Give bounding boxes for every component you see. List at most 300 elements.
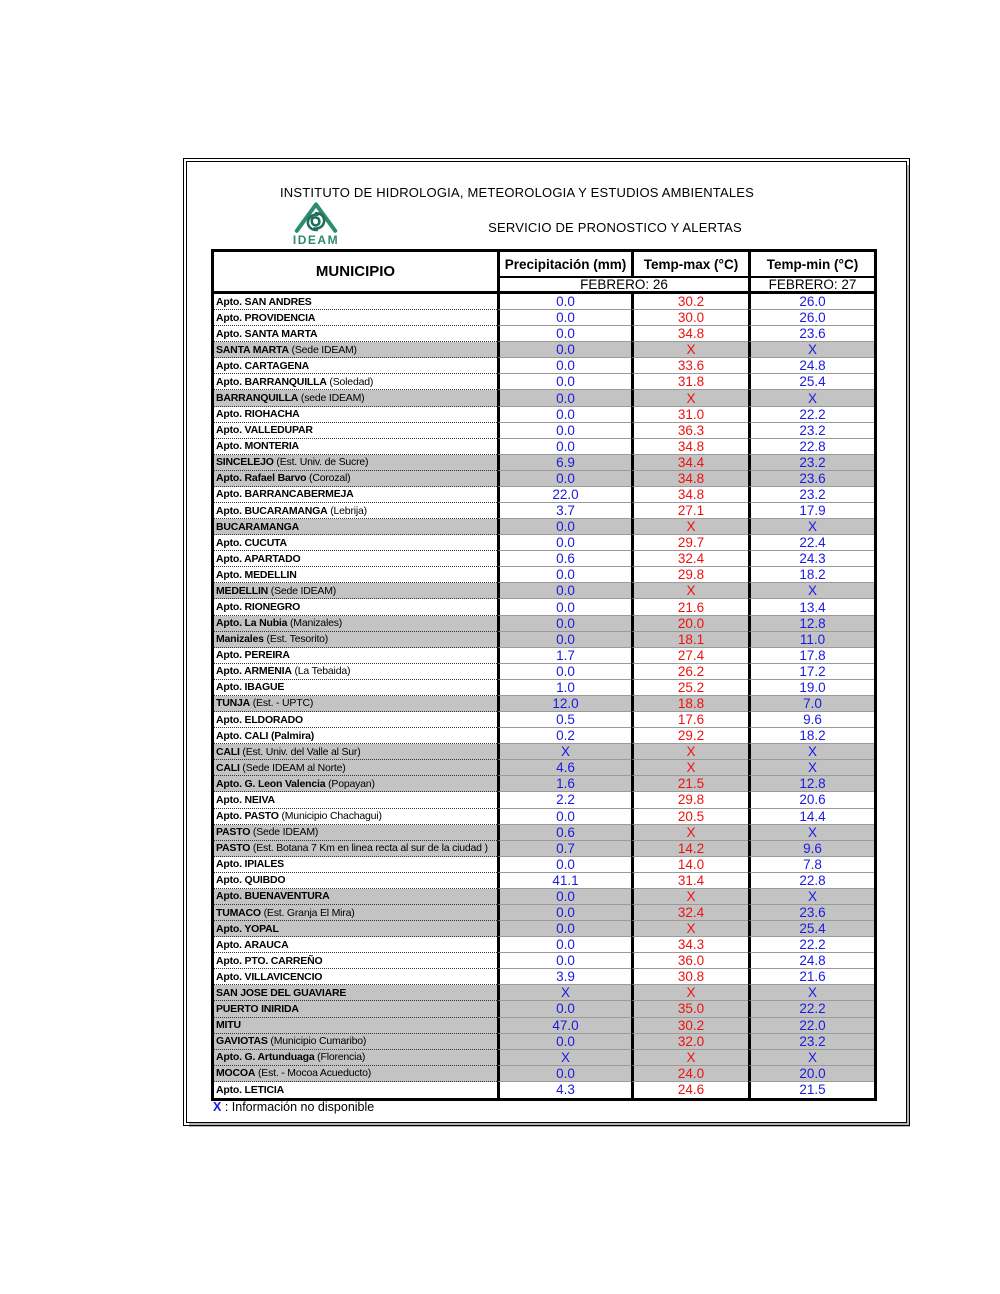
municipio-name: Apto. APARTADO <box>216 552 301 565</box>
table-row <box>214 632 874 648</box>
municipio-cell <box>214 857 497 873</box>
table-row <box>214 583 874 599</box>
temp-min-value: 11.0 <box>748 632 874 648</box>
precipitacion-value: 0.0 <box>497 1066 631 1082</box>
municipio-cell <box>214 985 497 1001</box>
municipio-cell <box>214 776 497 792</box>
date-header-febrero-26: FEBRERO: 26 <box>497 278 748 294</box>
temp-max-value: X <box>631 519 748 535</box>
precipitacion-value: 0.0 <box>497 1001 631 1017</box>
temp-max-value: 26.2 <box>631 664 748 680</box>
municipio-name: Apto. IPIALES <box>216 858 284 871</box>
temp-min-value: 24.8 <box>748 358 874 374</box>
precipitacion-value: X <box>497 1050 631 1066</box>
precipitacion-value: 0.0 <box>497 535 631 551</box>
municipio-name: Apto. CUCUTA <box>216 536 287 549</box>
precipitacion-value: 0.0 <box>497 294 631 310</box>
table-row <box>214 503 874 519</box>
table-row <box>214 342 874 358</box>
municipio-cell <box>214 374 497 390</box>
table-row <box>214 792 874 808</box>
municipio-note: (Est. - Mocoa Acueducto) <box>255 1067 372 1080</box>
municipio-name: Apto. PASTO <box>216 810 279 823</box>
municipio-cell <box>214 471 497 487</box>
municipio-note: (Est. - UPTC) <box>250 697 314 710</box>
temp-min-value: 19.0 <box>748 680 874 696</box>
temp-min-value: X <box>748 342 874 358</box>
precipitacion-value: 0.0 <box>497 905 631 921</box>
temp-min-value: 17.8 <box>748 648 874 664</box>
precipitacion-value: 1.0 <box>497 680 631 696</box>
temp-min-value: 17.9 <box>748 503 874 519</box>
table-row <box>214 873 874 889</box>
temp-min-value: 26.0 <box>748 310 874 326</box>
table-row <box>214 567 874 583</box>
municipio-name: TUMACO <box>216 906 261 919</box>
table-row <box>214 1018 874 1034</box>
ideam-logo-label: IDEAM <box>292 233 340 247</box>
municipio-cell <box>214 342 497 358</box>
ideam-logo <box>289 197 343 249</box>
municipio-cell <box>214 1018 497 1034</box>
municipio-cell <box>214 792 497 808</box>
table-row <box>214 407 874 423</box>
temp-max-value: 24.0 <box>631 1066 748 1082</box>
municipio-name: MITU <box>216 1019 241 1032</box>
precipitacion-value: 0.0 <box>497 616 631 632</box>
precipitacion-value: 0.6 <box>497 551 631 567</box>
municipio-name: Apto. BUCARAMANGA <box>216 504 328 517</box>
municipio-cell <box>214 905 497 921</box>
municipio-name: Apto. BUENAVENTURA <box>216 890 330 903</box>
table-row <box>214 680 874 696</box>
municipio-note: (Est. Univ. de Sucre) <box>273 456 369 469</box>
municipio-cell <box>214 326 497 342</box>
precipitacion-value: 41.1 <box>497 873 631 889</box>
municipio-cell <box>214 760 497 776</box>
date-header-febrero-27: FEBRERO: 27 <box>748 278 874 294</box>
municipio-cell <box>214 567 497 583</box>
municipio-cell <box>214 407 497 423</box>
precipitacion-value: X <box>497 985 631 1001</box>
precipitacion-value: 4.3 <box>497 1082 631 1098</box>
temp-max-value: X <box>631 825 748 841</box>
municipio-name: Apto. MONTERIA <box>216 440 299 453</box>
temp-min-value: 18.2 <box>748 567 874 583</box>
temp-max-value: 20.5 <box>631 809 748 825</box>
municipio-name: PASTO <box>216 826 251 839</box>
municipio-name: Apto. YOPAL <box>216 922 279 935</box>
municipio-note: (Manizales) <box>287 617 343 630</box>
municipio-cell <box>214 937 497 953</box>
precipitacion-value: 0.0 <box>497 889 631 905</box>
municipio-name: MOCOA <box>216 1067 256 1080</box>
municipio-name: GAVIOTAS <box>216 1035 268 1048</box>
temp-max-value: 18.8 <box>631 696 748 712</box>
municipio-cell <box>214 583 497 599</box>
temp-max-value: 30.2 <box>631 294 748 310</box>
temp-max-value: 17.6 <box>631 712 748 728</box>
precipitacion-value: 0.0 <box>497 599 631 615</box>
municipio-name: SAN JOSE DEL GUAVIARE <box>216 986 347 999</box>
precipitacion-value: 6.9 <box>497 455 631 471</box>
precipitacion-value: 0.0 <box>497 953 631 969</box>
municipio-note: (Lebrija) <box>327 504 367 517</box>
table-row <box>214 921 874 937</box>
municipio-name: Apto. SAN ANDRES <box>216 295 312 308</box>
temp-min-value: 22.2 <box>748 1001 874 1017</box>
temp-min-value: X <box>748 889 874 905</box>
temp-min-value: 22.2 <box>748 407 874 423</box>
col-header-temp-max: Temp-max (°C) <box>631 252 748 278</box>
municipio-name: Apto. Rafael Barvo <box>216 472 307 485</box>
municipio-name: Apto. NEIVA <box>216 793 275 806</box>
legend-x-symbol: X <box>213 1100 222 1114</box>
temp-min-value: 23.6 <box>748 471 874 487</box>
municipio-name: Apto. PTO. CARREÑO <box>216 954 323 967</box>
col-header-temp-min: Temp-min (°C) <box>748 252 874 278</box>
temp-min-value: 13.4 <box>748 599 874 615</box>
institute-title: INSTITUTO DE HIDROLOGIA, METEOROLOGIA Y ESTUDIOS AMBIENTALES <box>279 185 755 200</box>
municipio-name: Apto. PROVIDENCIA <box>216 311 316 324</box>
temp-max-value: 36.3 <box>631 423 748 439</box>
table-row <box>214 455 874 471</box>
municipio-name: Apto. CARTAGENA <box>216 359 310 372</box>
temp-max-value: 35.0 <box>631 1001 748 1017</box>
municipio-cell <box>214 825 497 841</box>
precipitacion-value: 0.0 <box>497 921 631 937</box>
municipio-note: (Popayan) <box>325 777 375 790</box>
temp-min-value: 23.6 <box>748 905 874 921</box>
temp-max-value: 25.2 <box>631 680 748 696</box>
precipitacion-value: 0.0 <box>497 1034 631 1050</box>
municipio-name: TUNJA <box>216 697 251 710</box>
municipio-cell <box>214 648 497 664</box>
precipitacion-value: 47.0 <box>497 1018 631 1034</box>
table-row <box>214 471 874 487</box>
table-row <box>214 1001 874 1017</box>
temp-min-value: 9.6 <box>748 712 874 728</box>
table-row <box>214 937 874 953</box>
temp-max-value: 24.6 <box>631 1082 748 1098</box>
municipio-name: SANTA MARTA <box>216 343 289 356</box>
municipio-cell <box>214 696 497 712</box>
temp-max-value: 29.2 <box>631 728 748 744</box>
temp-min-value: X <box>748 390 874 406</box>
municipio-cell <box>214 455 497 471</box>
municipio-name: Apto. La Nubia <box>216 617 288 630</box>
municipio-cell <box>214 487 497 503</box>
municipio-name: Apto. LETICIA <box>216 1083 284 1096</box>
precipitacion-value: 0.7 <box>497 841 631 857</box>
municipio-cell <box>214 873 497 889</box>
precipitacion-value: 0.6 <box>497 825 631 841</box>
precipitacion-value: 3.9 <box>497 969 631 985</box>
temp-max-value: 29.8 <box>631 567 748 583</box>
municipio-name: Apto. ARAUCA <box>216 938 289 951</box>
temp-min-value: 25.4 <box>748 921 874 937</box>
temp-max-value: 18.1 <box>631 632 748 648</box>
municipio-cell <box>214 809 497 825</box>
temp-max-value: 34.8 <box>631 487 748 503</box>
municipio-cell <box>214 294 497 310</box>
temp-min-value: X <box>748 744 874 760</box>
precipitacion-value: 0.0 <box>497 374 631 390</box>
municipio-name: Apto. CALI (Palmira) <box>216 729 315 742</box>
municipio-name: PASTO <box>216 842 251 855</box>
precipitacion-value: 0.0 <box>497 664 631 680</box>
municipio-cell <box>214 1034 497 1050</box>
precipitacion-value: 0.0 <box>497 809 631 825</box>
temp-min-value: 24.8 <box>748 953 874 969</box>
temp-min-value: 22.0 <box>748 1018 874 1034</box>
table-row <box>214 744 874 760</box>
municipio-name: BUCARAMANGA <box>216 520 299 533</box>
municipio-name: Apto. MEDELLIN <box>216 568 297 581</box>
municipio-cell <box>214 551 497 567</box>
municipio-cell <box>214 358 497 374</box>
temp-min-value: 24.3 <box>748 551 874 567</box>
municipio-cell <box>214 535 497 551</box>
municipio-note: (Est. Granja El Mira) <box>260 906 355 919</box>
table-row <box>214 696 874 712</box>
temp-min-value: 9.6 <box>748 841 874 857</box>
temp-min-value: 22.2 <box>748 937 874 953</box>
table-row <box>214 985 874 1001</box>
precipitacion-value: 0.0 <box>497 937 631 953</box>
municipio-name: Manizales <box>216 633 264 646</box>
table-row <box>214 841 874 857</box>
table-row <box>214 664 874 680</box>
precipitacion-value: 0.0 <box>497 632 631 648</box>
temp-min-value: 23.2 <box>748 455 874 471</box>
municipio-name: SINCELEJO <box>216 456 274 469</box>
municipio-cell <box>214 1050 497 1066</box>
temp-min-value: 23.2 <box>748 1034 874 1050</box>
municipio-cell <box>214 310 497 326</box>
table-row <box>214 760 874 776</box>
municipio-name: Apto. VILLAVICENCIO <box>216 970 323 983</box>
ideam-logo-icon <box>289 197 343 235</box>
municipio-name: Apto. ARMENIA <box>216 665 292 678</box>
precipitacion-value: 0.0 <box>497 423 631 439</box>
precipitacion-value: 3.7 <box>497 503 631 519</box>
temp-min-value: X <box>748 760 874 776</box>
table-row <box>214 616 874 632</box>
temp-max-value: 29.7 <box>631 535 748 551</box>
temp-max-value: 14.0 <box>631 857 748 873</box>
temp-max-value: 34.4 <box>631 455 748 471</box>
precipitacion-value: 0.0 <box>497 407 631 423</box>
municipio-note: (Sede IDEAM al Norte) <box>239 761 346 774</box>
precipitacion-value: 1.7 <box>497 648 631 664</box>
temp-min-value: 26.0 <box>748 294 874 310</box>
temp-min-value: 23.2 <box>748 487 874 503</box>
temp-min-value: 22.4 <box>748 535 874 551</box>
temp-min-value: 18.2 <box>748 728 874 744</box>
temp-min-value: 23.2 <box>748 423 874 439</box>
precipitacion-value: 0.0 <box>497 342 631 358</box>
temp-max-value: X <box>631 760 748 776</box>
municipio-cell <box>214 519 497 535</box>
table-row <box>214 1034 874 1050</box>
col-header-municipio: MUNICIPIO <box>214 252 497 294</box>
temp-max-value: 31.8 <box>631 374 748 390</box>
municipio-note: (La Tebaida) <box>291 665 351 678</box>
precipitacion-value: 0.0 <box>497 519 631 535</box>
municipio-name: Apto. VALLEDUPAR <box>216 424 313 437</box>
temp-max-value: X <box>631 1050 748 1066</box>
temp-max-value: 34.8 <box>631 471 748 487</box>
municipio-note: (Sede IDEAM) <box>268 584 337 597</box>
municipio-name: MEDELLIN <box>216 584 269 597</box>
table-row <box>214 551 874 567</box>
municipio-name: Apto. BARRANCABERMEJA <box>216 488 354 501</box>
temp-min-value: 21.5 <box>748 1082 874 1098</box>
table-row <box>214 599 874 615</box>
temp-min-value: X <box>748 519 874 535</box>
temp-min-value: 22.8 <box>748 439 874 455</box>
municipio-note: (Est. Tesorito) <box>263 633 329 646</box>
municipio-cell <box>214 390 497 406</box>
municipio-name: Apto. SANTA MARTA <box>216 327 318 340</box>
municipio-name: CALI <box>216 761 240 774</box>
precipitacion-value: 0.0 <box>497 857 631 873</box>
temp-max-value: X <box>631 985 748 1001</box>
table-header <box>214 252 874 294</box>
temp-min-value: X <box>748 1050 874 1066</box>
precipitacion-value: 0.0 <box>497 358 631 374</box>
table-body <box>214 294 874 1098</box>
temp-min-value: 12.8 <box>748 776 874 792</box>
table-row <box>214 294 874 310</box>
precipitacion-value: 4.6 <box>497 760 631 776</box>
municipio-cell <box>214 744 497 760</box>
table-row <box>214 1050 874 1066</box>
legend-text: : Información no disponible <box>224 1100 375 1114</box>
table-row <box>214 423 874 439</box>
temp-max-value: 27.4 <box>631 648 748 664</box>
forecast-table <box>211 249 877 1101</box>
municipio-note: (Municipio Chachagui) <box>278 810 382 823</box>
municipio-cell <box>214 712 497 728</box>
table-row <box>214 857 874 873</box>
municipio-note: (Est. Botana 7 Km en linea recta al sur de la ciudad ) <box>250 842 488 855</box>
temp-min-value: 21.6 <box>748 969 874 985</box>
temp-min-value: 25.4 <box>748 374 874 390</box>
municipio-cell <box>214 969 497 985</box>
municipio-name: Apto. QUIBDO <box>216 874 286 887</box>
municipio-note: (sede IDEAM) <box>298 392 365 404</box>
temp-max-value: X <box>631 583 748 599</box>
temp-min-value: 7.8 <box>748 857 874 873</box>
municipio-name: CALI <box>216 745 240 758</box>
table-row <box>214 1066 874 1082</box>
municipio-cell <box>214 841 497 857</box>
municipio-cell <box>214 616 497 632</box>
temp-min-value: 7.0 <box>748 696 874 712</box>
temp-max-value: 31.4 <box>631 873 748 889</box>
temp-max-value: 34.3 <box>631 937 748 953</box>
municipio-cell <box>214 921 497 937</box>
precipitacion-value: 22.0 <box>497 487 631 503</box>
col-header-precipitacion: Precipitación (mm) <box>497 252 631 278</box>
table-row <box>214 439 874 455</box>
temp-min-value: 17.2 <box>748 664 874 680</box>
precipitacion-value: X <box>497 744 631 760</box>
temp-min-value: X <box>748 583 874 599</box>
temp-max-value: 34.8 <box>631 326 748 342</box>
municipio-cell <box>214 599 497 615</box>
municipio-note: (Corozal) <box>306 472 351 485</box>
table-row <box>214 519 874 535</box>
municipio-name: Apto. ELDORADO <box>216 713 304 726</box>
table-row <box>214 487 874 503</box>
table-row <box>214 712 874 728</box>
temp-max-value: 30.0 <box>631 310 748 326</box>
temp-max-value: 32.4 <box>631 905 748 921</box>
table-row <box>214 889 874 905</box>
temp-max-value: 32.0 <box>631 1034 748 1050</box>
temp-min-value: 20.6 <box>748 792 874 808</box>
temp-max-value: 20.0 <box>631 616 748 632</box>
municipio-note: (Est. Univ. del Valle al Sur) <box>239 745 361 758</box>
temp-max-value: 21.6 <box>631 599 748 615</box>
municipio-cell <box>214 680 497 696</box>
precipitacion-value: 1.6 <box>497 776 631 792</box>
temp-max-value: X <box>631 889 748 905</box>
precipitacion-value: 0.0 <box>497 567 631 583</box>
precipitacion-value: 0.0 <box>497 390 631 406</box>
table-row <box>214 374 874 390</box>
temp-max-value: 27.1 <box>631 503 748 519</box>
municipio-name: Apto. RIOHACHA <box>216 408 300 421</box>
temp-min-value: 12.8 <box>748 616 874 632</box>
table-row <box>214 310 874 326</box>
temp-max-value: 14.2 <box>631 841 748 857</box>
municipio-cell <box>214 632 497 648</box>
municipio-name: Apto. G. Artunduaga <box>216 1051 315 1064</box>
temp-max-value: X <box>631 390 748 406</box>
municipio-note: (Florencia) <box>314 1051 366 1064</box>
municipio-note: (Soledad) <box>326 375 374 388</box>
municipio-cell <box>214 423 497 439</box>
temp-min-value: 20.0 <box>748 1066 874 1082</box>
temp-max-value: 21.5 <box>631 776 748 792</box>
table-row <box>214 953 874 969</box>
municipio-cell <box>214 1001 497 1017</box>
temp-max-value: 30.8 <box>631 969 748 985</box>
temp-max-value: 29.8 <box>631 792 748 808</box>
municipio-name: Apto. RIONEGRO <box>216 601 301 614</box>
municipio-cell <box>214 728 497 744</box>
temp-max-value: 34.8 <box>631 439 748 455</box>
temp-max-value: X <box>631 342 748 358</box>
municipio-name: Apto. IBAGUE <box>216 681 285 694</box>
temp-max-value: 36.0 <box>631 953 748 969</box>
legend-note <box>213 1100 374 1114</box>
municipio-note: (Municipio Cumaribo) <box>267 1035 367 1048</box>
municipio-cell <box>214 953 497 969</box>
temp-max-value: 33.6 <box>631 358 748 374</box>
table-row <box>214 648 874 664</box>
table-row <box>214 969 874 985</box>
service-subtitle: SERVICIO DE PRONOSTICO Y ALERTAS <box>488 220 742 235</box>
temp-max-value: X <box>631 921 748 937</box>
temp-max-value: 31.0 <box>631 407 748 423</box>
municipio-name: Apto. PEREIRA <box>216 649 290 662</box>
table-row <box>214 390 874 406</box>
